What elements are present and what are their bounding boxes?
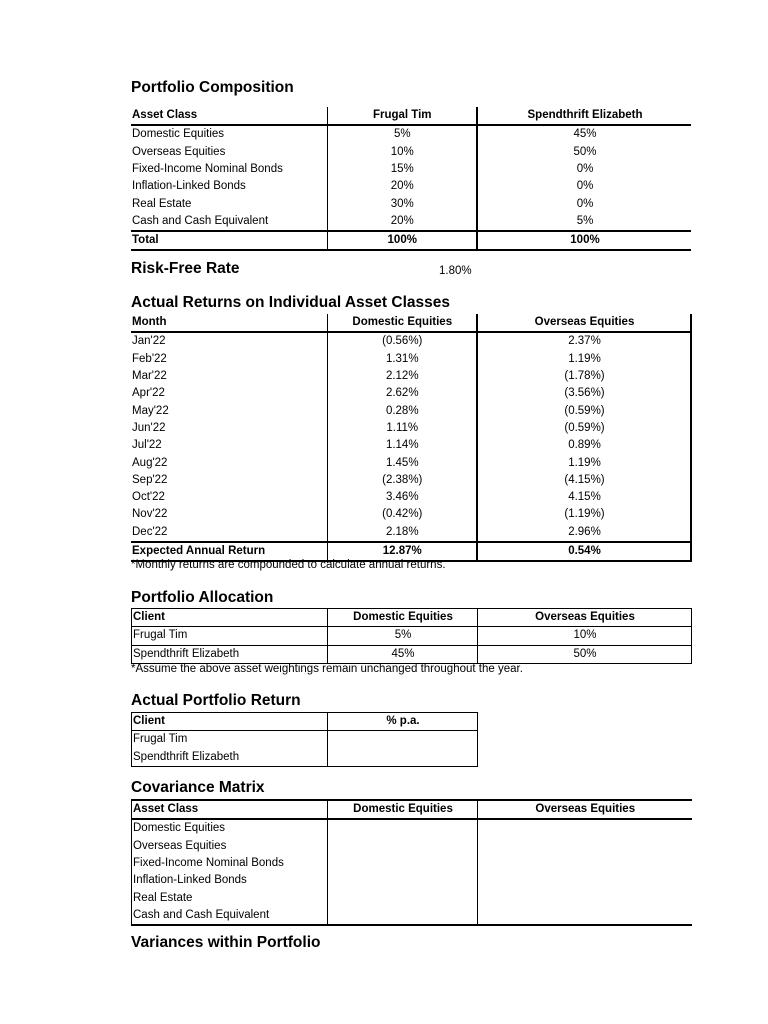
col-header-asset-class: Asset Class xyxy=(131,107,327,125)
month-label: May'22 xyxy=(131,402,327,419)
col-header-domestic-equities: Domestic Equities xyxy=(327,314,477,332)
row-label: Overseas Equities xyxy=(132,838,328,855)
row-label: Domestic Equities xyxy=(132,819,328,837)
returns-title: Actual Returns on Individual Asset Classes xyxy=(131,294,450,311)
table-row xyxy=(132,889,692,906)
cell-value: 0% xyxy=(576,163,594,176)
cell-value: 2.62% xyxy=(327,385,477,402)
col-header-overseas-equities: Overseas Equities xyxy=(478,800,692,819)
table-row xyxy=(131,472,691,489)
expected-return-label: Expected Annual Return xyxy=(131,542,327,561)
cov-cell[interactable] xyxy=(328,872,478,889)
col-header-percent-pa: % p.a. xyxy=(328,713,478,731)
cell-value: 15% xyxy=(327,161,477,178)
returns-header-row xyxy=(131,314,691,332)
cell-value: 1.45% xyxy=(327,454,477,471)
cov-cell[interactable] xyxy=(478,907,692,925)
total-value: 100% xyxy=(477,231,691,250)
month-label: Jun'22 xyxy=(131,420,327,437)
cell-value: 45% xyxy=(328,645,478,663)
cell-value: 5% xyxy=(328,627,478,645)
cov-cell[interactable] xyxy=(328,819,478,837)
composition-table xyxy=(131,107,691,251)
allocation-table xyxy=(131,608,692,664)
client-label: Spendthrift Elizabeth xyxy=(132,749,328,767)
composition-header-row xyxy=(131,107,691,125)
total-row xyxy=(131,231,691,250)
cell-value: 0.89% xyxy=(477,437,691,454)
cell-value: 1.11% xyxy=(327,420,477,437)
cov-cell[interactable] xyxy=(478,838,692,855)
returns-footnote: *Monthly returns are compounded to calculate annual returns. xyxy=(131,559,446,571)
table-row xyxy=(131,161,691,178)
cell-value: 30% xyxy=(327,195,477,212)
cell-value: 0% xyxy=(576,180,594,193)
row-label: Cash and Cash Equivalent xyxy=(131,213,327,231)
row-label: Real Estate xyxy=(131,195,327,212)
cell-value: 50% xyxy=(478,645,692,663)
table-row xyxy=(131,125,691,143)
table-row xyxy=(131,506,691,523)
table-row xyxy=(132,749,478,767)
cell-value: 5% xyxy=(327,125,477,143)
table-row xyxy=(131,489,691,506)
month-label: Jul'22 xyxy=(131,437,327,454)
col-header-domestic-equities: Domestic Equities xyxy=(328,609,478,627)
total-value: 100% xyxy=(327,231,477,250)
col-header-spendthrift-elizabeth: Spendthrift Elizabeth xyxy=(477,107,691,125)
table-row xyxy=(132,819,692,837)
covariance-header-row xyxy=(132,800,692,819)
cell-value: 4.15% xyxy=(477,489,691,506)
row-label: Domestic Equities xyxy=(131,125,327,143)
table-row xyxy=(131,332,691,350)
month-label: Feb'22 xyxy=(131,351,327,368)
row-label: Fixed-Income Nominal Bonds xyxy=(131,161,327,178)
table-row xyxy=(132,645,692,663)
risk-free-value: 1.80% xyxy=(439,265,472,277)
cell-value: 0% xyxy=(576,197,594,210)
col-header-asset-class: Asset Class xyxy=(132,800,328,819)
table-row xyxy=(132,907,692,925)
composition-title: Portfolio Composition xyxy=(131,79,294,96)
month-label: Sep'22 xyxy=(131,472,327,489)
table-row xyxy=(132,872,692,889)
covariance-table xyxy=(131,799,692,926)
variances-title: Variances within Portfolio xyxy=(131,934,321,951)
month-label: Aug'22 xyxy=(131,454,327,471)
table-row xyxy=(131,144,691,161)
month-label: Apr'22 xyxy=(131,385,327,402)
col-header-month: Month xyxy=(131,314,327,332)
cov-cell[interactable] xyxy=(478,872,692,889)
row-label: Cash and Cash Equivalent xyxy=(132,907,328,925)
total-label: Total xyxy=(131,231,327,250)
cov-cell[interactable] xyxy=(328,855,478,872)
table-row xyxy=(132,627,692,645)
cell-value: (3.56%) xyxy=(477,385,691,402)
cell-value: (1.78%) xyxy=(477,368,691,385)
client-label: Frugal Tim xyxy=(132,627,328,645)
cell-value: (4.15%) xyxy=(477,472,691,489)
cell-value: 2.96% xyxy=(477,524,691,542)
cell-value: 10% xyxy=(478,627,692,645)
cell-value: 2.37% xyxy=(477,332,691,350)
row-label: Fixed-Income Nominal Bonds xyxy=(132,855,328,872)
returns-table xyxy=(131,314,692,562)
table-row xyxy=(131,368,691,385)
client-label: Spendthrift Elizabeth xyxy=(132,645,328,663)
actual-return-title: Actual Portfolio Return xyxy=(131,692,301,709)
cov-cell[interactable] xyxy=(328,907,478,925)
row-label: Overseas Equities xyxy=(131,144,327,161)
col-header-client: Client xyxy=(132,713,328,731)
cell-value: 20% xyxy=(327,213,477,231)
cov-cell[interactable] xyxy=(478,889,692,906)
month-label: Jan'22 xyxy=(131,332,327,350)
covariance-title: Covariance Matrix xyxy=(131,779,265,796)
table-row xyxy=(131,402,691,419)
cov-cell[interactable] xyxy=(328,838,478,855)
cell-value: (0.42%) xyxy=(327,506,477,523)
col-header-overseas-equities: Overseas Equities xyxy=(477,314,691,332)
table-row xyxy=(131,454,691,471)
table-row xyxy=(132,838,692,855)
cell-value: (1.19%) xyxy=(477,506,691,523)
col-header-overseas-equities: Overseas Equities xyxy=(478,609,692,627)
table-row xyxy=(131,385,691,402)
row-label: Real Estate xyxy=(132,889,328,906)
allocation-title: Portfolio Allocation xyxy=(131,589,274,606)
table-row xyxy=(132,731,478,749)
table-row xyxy=(131,178,691,195)
col-header-client: Client xyxy=(132,609,328,627)
return-cell[interactable] xyxy=(328,749,478,767)
actual-return-table xyxy=(131,712,478,767)
actual-return-header-row xyxy=(132,713,478,731)
cell-value: 50% xyxy=(573,145,597,158)
cell-value: 1.31% xyxy=(327,351,477,368)
month-label: Mar'22 xyxy=(131,368,327,385)
expected-return-value: 12.87% xyxy=(327,542,477,561)
cell-value: 10% xyxy=(327,144,477,161)
cell-value: 3.46% xyxy=(327,489,477,506)
table-row xyxy=(132,855,692,872)
row-label: Inflation-Linked Bonds xyxy=(131,178,327,195)
cell-value: 45% xyxy=(573,128,597,141)
cell-value: 20% xyxy=(327,178,477,195)
col-header-domestic-equities: Domestic Equities xyxy=(328,800,478,819)
cov-cell[interactable] xyxy=(478,855,692,872)
table-row xyxy=(131,420,691,437)
table-row xyxy=(131,351,691,368)
month-label: Dec'22 xyxy=(131,524,327,542)
cell-value: 2.12% xyxy=(327,368,477,385)
allocation-header-row xyxy=(132,609,692,627)
table-row xyxy=(131,437,691,454)
month-label: Nov'22 xyxy=(131,506,327,523)
row-label: Inflation-Linked Bonds xyxy=(132,872,328,889)
cell-value: 1.19% xyxy=(477,351,691,368)
cell-value: (0.56%) xyxy=(327,332,477,350)
cell-value: 2.18% xyxy=(327,524,477,542)
client-label: Frugal Tim xyxy=(132,731,328,749)
cov-cell[interactable] xyxy=(328,889,478,906)
return-cell[interactable] xyxy=(328,731,478,749)
cell-value: (2.38%) xyxy=(327,472,477,489)
risk-free-label: Risk-Free Rate xyxy=(131,260,240,277)
cell-value: 1.14% xyxy=(327,437,477,454)
cell-value: 1.19% xyxy=(477,454,691,471)
cell-value: 5% xyxy=(576,214,594,227)
allocation-footnote: *Assume the above asset weightings remain unchanged throughout the year. xyxy=(131,663,523,675)
table-row xyxy=(131,524,691,542)
table-row xyxy=(131,213,691,231)
cell-value: (0.59%) xyxy=(477,420,691,437)
cell-value: (0.59%) xyxy=(477,402,691,419)
table-row xyxy=(131,195,691,212)
col-header-frugal-tim: Frugal Tim xyxy=(327,107,477,125)
expected-return-value: 0.54% xyxy=(477,542,691,561)
month-label: Oct'22 xyxy=(131,489,327,506)
cov-cell[interactable] xyxy=(478,819,692,837)
cell-value: 0.28% xyxy=(327,402,477,419)
